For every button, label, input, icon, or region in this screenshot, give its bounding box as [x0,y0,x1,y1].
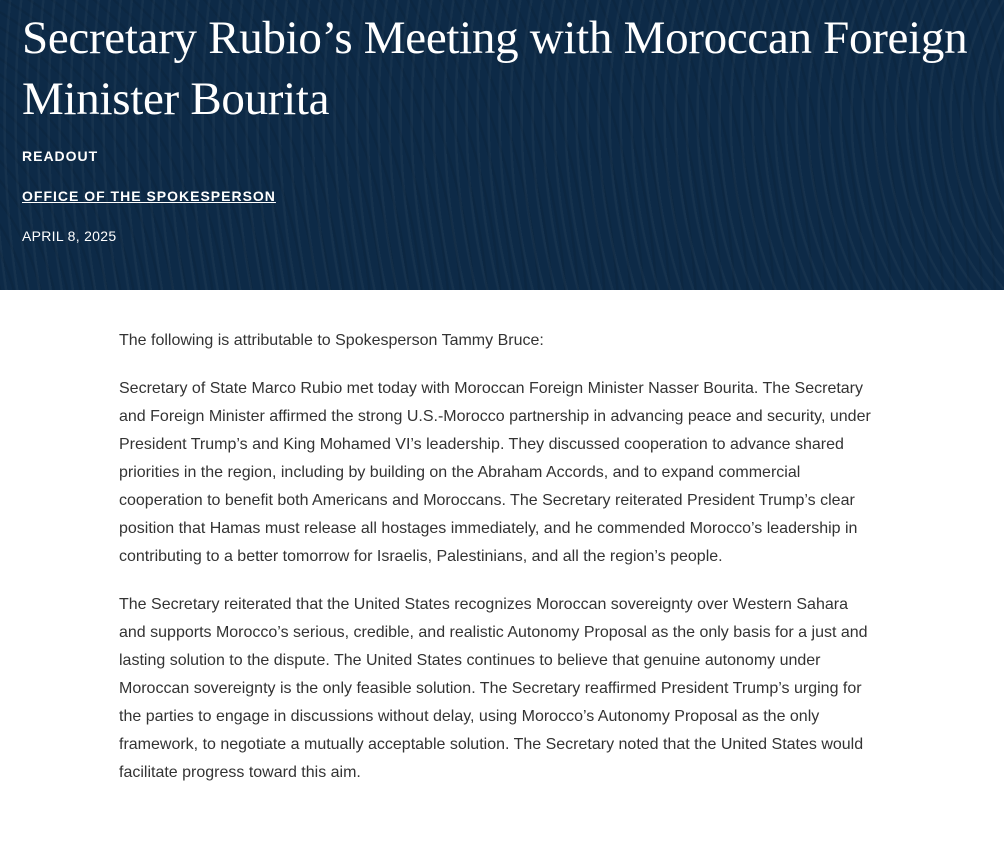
document-type-label: READOUT [22,148,99,164]
hero-content [22,8,994,130]
article-body [119,290,879,807]
article-paragraph-western-sahara: The Secretary reiterated that the United States recognizes Moroccan sovereignty over Western Sahara and supports Morocco’s serious, credible, and realistic Autonomy Proposal as the only basis for a just and lasting solution to the dispute. The United States continues to believe that genuine autonomy under Moroccan sovereignty is the only feasible solution. The Secretary reaffirmed President Trump’s urging for the parties to engage in discussions without delay, using Morocco’s Autonomy Proposal as the only framework, to negotiate a mutually acceptable solution. The Secretary noted that the United States would facilitate progress toward this aim. [119,596,868,781]
publication-date: APRIL 8, 2025 [22,228,117,244]
page-hero [0,0,1004,290]
page-title: Secretary Rubio’s Meeting with Moroccan Foreign Minister Bourita [22,12,968,125]
article-paragraph-attribution: The following is attributable to Spokesperson Tammy Bruce: [119,332,544,349]
article-paragraph-meeting: Secretary of State Marco Rubio met today with Moroccan Foreign Minister Nasser Bourita. The Secretary and Foreign Minister affirmed the strong U.S.-Morocco partnership in advancing peace and security, under President Trump’s and King Mohamed VI’s leadership. They discussed cooperation to advance shared priorities in the region, including by building on the Abraham Accords, and to expand commercial cooperation to benefit both Americans and Moroccans. The Secretary reiterated President Trump’s clear position that Hamas must release all hostages immediately, and he commended Morocco’s leadership in contributing to a better tomorrow for Israelis, Palestinians, and all the region’s people. [119,380,871,565]
office-of-spokesperson-link[interactable]: OFFICE OF THE SPOKESPERSON [22,188,276,204]
